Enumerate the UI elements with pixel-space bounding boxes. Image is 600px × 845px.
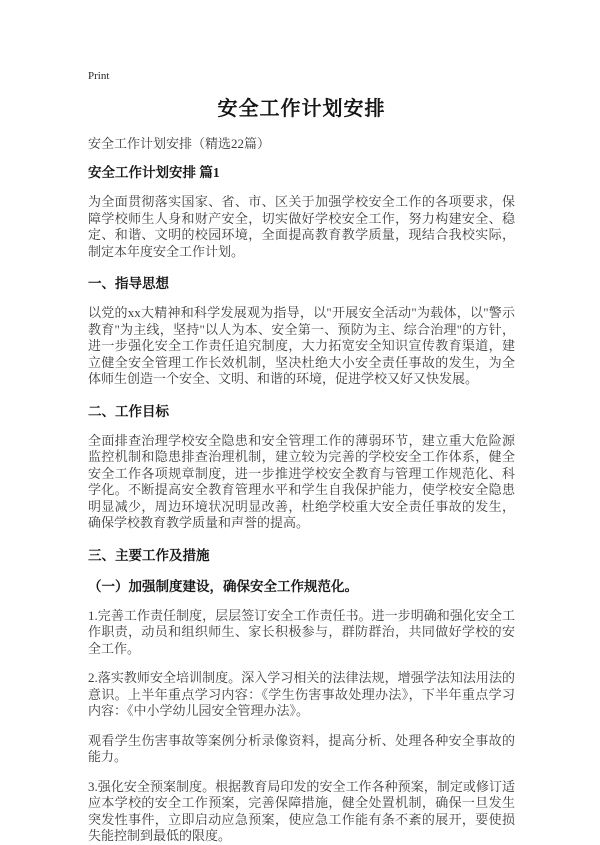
print-link[interactable]: Print: [88, 70, 110, 82]
intro-paragraph: 为全面贯彻落实国家、省、市、区关于加强学校安全工作的各项要求，保障学校师生人身和财产安全，切实做好学校安全工作，努力构建安全、稳定、和谐、文明的校园环境，全面提高教育教学质量，现结合我校实际，制定本年度安全工作计划。: [88, 194, 515, 259]
section-2-paragraph: 全面排查治理学校安全隐患和安全管理工作的薄弱环节，建立重大危险源监控机制和隐患排查治理机制，建立较为完善的学校安全工作体系，健全安全工作各项规章制度，进一步推进学校安全教育与管理工作规范化、科学化。不断提高安全教育管理水平和学生自我保护能力，使学校安全隐患明显减少，周边环境状况明显改善，杜绝学校重大安全责任事故的发生，确保学校教育教学质量和声誉的提高。: [88, 432, 515, 530]
page-title: 安全工作计划安排: [217, 98, 386, 120]
document-subtitle: 安全工作计划安排（精选22篇）: [88, 136, 271, 151]
section-3-paragraph-1: 1.完善工作责任制度，层层签订安全工作责任书。进一步明确和强化安全工作职责，动员和组织师生、家长积极参与，群防群治，共同做好学校的安全工作。: [88, 607, 515, 656]
section-3-paragraph-3: 观看学生伤害事故等案例分析录像资料，提高分析、处理各种安全事故的能力。: [88, 732, 515, 764]
section-heading-2: 二、工作目标: [88, 403, 169, 419]
section-heading-3: 三、主要工作及措施: [88, 547, 210, 563]
section-heading-1: 一、指导思想: [88, 276, 169, 291]
article-title: 安全工作计划安排 篇1: [88, 165, 220, 180]
section-1-paragraph: 以党的xx大精神和科学发展观为指导，以"开展安全活动"为载体，以"警示教育"为主线，坚持"以人为本、安全第一、预防为主、综合治理"的方针，进一步强化安全工作责任追究制度，大力拓宽安全知识宣传教育渠道，建立健全安全管理工作长效机制，坚决杜绝大小安全责任事故的发生，为全体师生创造一个安全、文明、和谐的环境，促进学校又好又快发展。: [88, 305, 515, 386]
section-3-paragraph-2: 2.落实教师安全培训制度。深入学习相关的法律法规，增强学法知法用法的意识。上半年重点学习内容：《学生伤害事故处理办法》，下半年重点学习内容：《中小学幼儿园安全管理办法》。: [88, 670, 515, 718]
section-3-paragraph-4: 3.强化安全预案制度。根据教育局印发的安全工作各种预案，制定或修订适应本学校的安全工作预案，完善保障措施，健全处置机制，确保一旦发生突发性事件，立即启动应急预案，使应急工作能有条不紊的展开，要使损失能控制到最低的限度。: [88, 778, 515, 843]
subsection-heading-3-1: （一）加强制度建设，确保安全工作规范化。: [88, 578, 358, 594]
